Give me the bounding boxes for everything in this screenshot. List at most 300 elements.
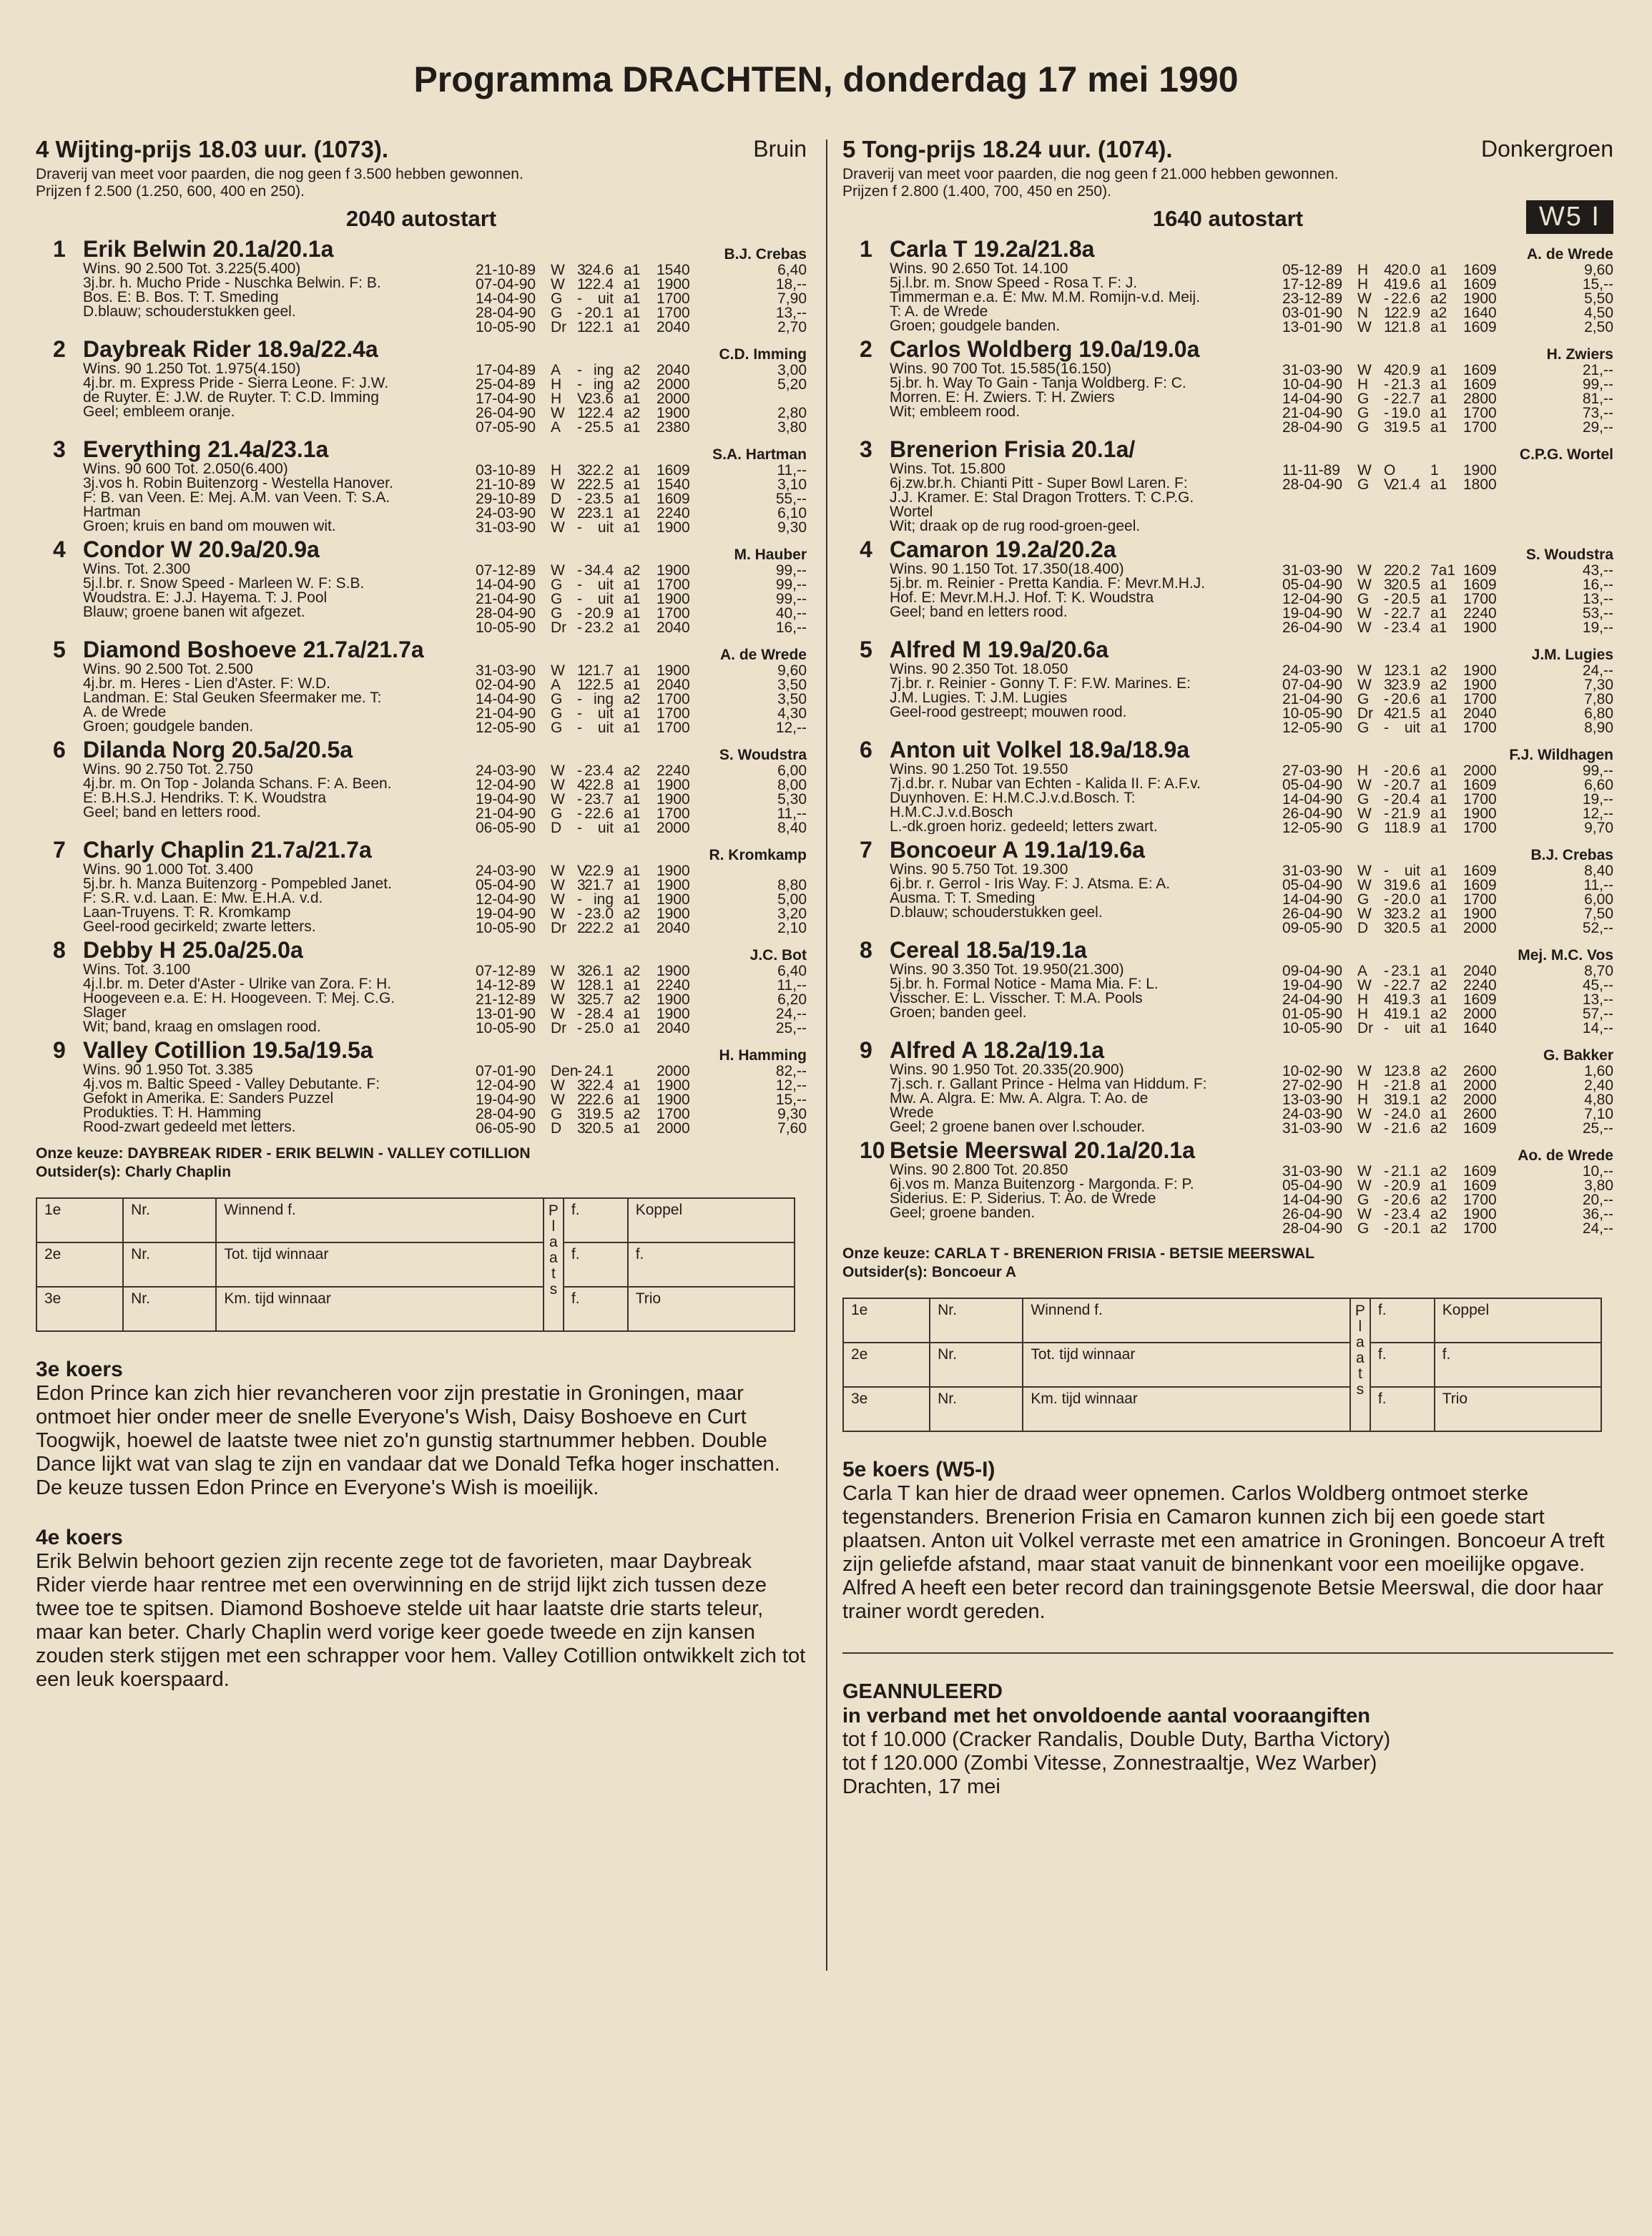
result-track: G	[551, 591, 563, 607]
comment-text: Erik Belwin behoort gezien zijn recente zege tot de favorieten, maar Daybreak Rider vierde haar rentree met een overwinning en de strijd lijkt zich tussen deze twee toe te spitsen. Diamond Boshoeve stelde uit haar laatste drie starts teleur, maar kan beter. Charly Chaplin werd vorige keer goede tweede en zijn kansen zouden sterk stijgen met een schrapper voor hem. Valley Cotillion ontwikkelt zich tot een leuk koerspaard.	[36, 1550, 806, 1691]
horse-number: 8	[53, 937, 66, 963]
result-place: -	[577, 891, 582, 908]
result-time: 23.2	[584, 619, 614, 636]
result-time: 22.2	[584, 462, 614, 479]
result-distance: 1609	[657, 491, 690, 507]
result-track: W	[551, 276, 565, 293]
result-time: 20.1	[584, 305, 614, 321]
result-distance: 2240	[1463, 977, 1497, 994]
horse-name: Daybreak Rider 18.9a/22.4a	[83, 336, 378, 362]
result-distance: 2000	[657, 1063, 690, 1079]
result-place: 3	[577, 877, 586, 893]
result-distance: 1900	[1463, 662, 1497, 679]
result-table	[36, 662, 807, 734]
result-place: -	[577, 290, 582, 307]
result-odds: 99,--	[775, 577, 807, 593]
result-date: 13-03-90	[1282, 1092, 1343, 1108]
result-class: a1	[1430, 1020, 1447, 1036]
result-class: a2	[1430, 1063, 1447, 1079]
result-distance: 1700	[657, 1106, 690, 1122]
cancel-line: tot f 10.000 (Cracker Randalis, Double Duty, Bartha Victory)	[842, 1728, 1391, 1751]
result-distance: 1609	[1463, 376, 1497, 393]
result-row	[842, 462, 1613, 479]
horse-header	[842, 837, 1613, 863]
horse-entry	[842, 637, 1613, 734]
result-track: W	[1357, 906, 1372, 922]
info-line: F: B. van Veen. E: Mej. A.M. van Veen. T: S.A.	[83, 491, 390, 505]
result-time: 22.1	[584, 319, 614, 335]
result-odds: 16,--	[775, 619, 807, 636]
result-date: 28-04-90	[1282, 419, 1343, 436]
result-date: 11-11-89	[1282, 462, 1340, 479]
result-date: 21-10-89	[476, 476, 536, 493]
horse-name: Diamond Boshoeve 21.7a/21.7a	[83, 637, 424, 662]
result-place: -	[1384, 977, 1389, 994]
info-line: Geel; embleem oranje.	[83, 405, 235, 419]
result-place: -	[1384, 691, 1389, 707]
result-date: 31-03-90	[1282, 863, 1343, 879]
race-4	[36, 136, 807, 1332]
result-row	[842, 720, 1613, 734]
result-date: 14-04-90	[1282, 791, 1343, 808]
result-odds: 11,--	[777, 462, 807, 479]
result-class: a1	[1430, 262, 1447, 278]
result-time: 22.9	[584, 863, 614, 879]
horse-name: Alfred M 19.9a/20.6a	[890, 637, 1108, 662]
result-time: 22.6	[584, 805, 614, 822]
result-date: 26-04-90	[1282, 1206, 1343, 1222]
info-line: Geel; groene banden.	[890, 1206, 1036, 1220]
result-track: G	[551, 305, 563, 321]
result-date: 19-04-90	[476, 1092, 536, 1108]
result-track: W	[551, 662, 565, 679]
result-row	[842, 805, 1613, 820]
result-class: a1	[1430, 605, 1447, 622]
info-line: Wins. 90 1.000 Tot. 3.400	[83, 863, 253, 877]
result-track: W	[1357, 1206, 1372, 1222]
horse-header	[842, 1037, 1613, 1063]
horse-body	[842, 763, 1613, 834]
result-class: a1	[624, 791, 641, 808]
result-date: 05-12-89	[1282, 262, 1343, 278]
result-row	[36, 977, 807, 994]
horse-entry	[36, 436, 807, 534]
race-header	[842, 136, 1613, 165]
horse-driver: R. Kromkamp	[709, 847, 807, 863]
result-place: 3	[1384, 419, 1392, 436]
result-distance: 2000	[657, 820, 690, 836]
result-date: 19-04-90	[1282, 977, 1343, 994]
result-odds: 99,--	[1582, 376, 1613, 393]
result-distance: 1609	[1463, 319, 1497, 335]
result-distance: 1609	[1463, 577, 1497, 593]
our-choice	[842, 1245, 1613, 1282]
result-odds: 73,--	[1582, 405, 1613, 421]
result-table	[36, 462, 807, 534]
result-odds: 13,--	[1582, 591, 1613, 607]
comment-text: Carla T kan hier de draad weer opnemen. Carlos Woldberg ontmoet sterke tegenstanders. Brenerion Frisia en Camaron kunnen zich bij een goede start plaatsen. Anton uit Volkel verraste met een amatrice in Groningen. Boncoeur A treft zijn geliefde afstand, maar staat vanuit de binnenkant voor een moeilijke opgave. Alfred A heeft een beter record dan trainingsgenote Betsie Meerswal, die door haar trainer wordt gereden.	[842, 1482, 1605, 1623]
our-choice	[36, 1144, 807, 1182]
result-odds: 11,--	[1583, 877, 1613, 893]
result-distance: 2040	[657, 677, 690, 693]
result-place: 1	[577, 677, 586, 693]
result-class: a2	[624, 963, 641, 979]
result-place: 4	[1384, 262, 1392, 278]
result-distance: 1900	[1463, 619, 1497, 636]
result-class: a1	[1430, 891, 1447, 908]
horse-name: Charly Chaplin 21.7a/21.7a	[83, 837, 372, 863]
result-track: W	[551, 777, 565, 793]
info-line: Landman. E: Stal Geuken Sfeermaker me. T:	[83, 691, 382, 705]
result-place: -	[1384, 720, 1389, 736]
result-place: -	[1384, 391, 1389, 407]
result-date: 14-04-90	[476, 577, 536, 593]
result-track: Dr	[551, 319, 567, 335]
result-place: -	[1384, 1163, 1389, 1180]
result-track: Den	[551, 1063, 579, 1079]
result-row	[36, 920, 807, 934]
result-class: a1	[1430, 362, 1447, 378]
result-track: Dr	[551, 920, 567, 936]
result-class: a2	[624, 405, 641, 421]
horse-number: 6	[860, 737, 872, 763]
result-table	[842, 763, 1613, 834]
horse-number: 2	[53, 336, 66, 362]
description-line: Prijzen f 2.800 (1.400, 700, 450 en 250).	[842, 183, 1111, 200]
result-distance: 2000	[657, 391, 690, 407]
result-table	[842, 562, 1613, 634]
result-place: -	[577, 605, 582, 622]
result-date: 31-03-90	[476, 662, 536, 679]
result-table	[36, 763, 807, 834]
result-place: 1	[577, 276, 586, 293]
result-row	[842, 1006, 1613, 1020]
result-odds: 9,30	[777, 1106, 807, 1122]
result-class: a1	[624, 1120, 641, 1137]
info-line: Hartman	[83, 505, 141, 519]
info-line: Wrede	[890, 1106, 934, 1120]
race-color: Bruin	[753, 136, 807, 162]
result-row	[36, 991, 807, 1006]
result-place: -	[577, 820, 582, 836]
result-distance: 1900	[657, 891, 690, 908]
result-row	[36, 290, 807, 305]
result-class: a2	[1430, 662, 1447, 679]
horse-header	[36, 1037, 807, 1063]
result-place: -	[1384, 1206, 1389, 1222]
result-row	[842, 1120, 1613, 1137]
result-track: G	[551, 720, 563, 736]
result-class: a1	[624, 891, 641, 908]
info-line: Wins. 90 2.650 Tot. 14.100	[890, 262, 1068, 276]
result-time: 25.7	[584, 991, 614, 1008]
result-table	[36, 262, 807, 333]
result-track: G	[551, 705, 563, 722]
result-time: 21.8	[1391, 1077, 1420, 1094]
result-time: 22.2	[584, 920, 614, 936]
result-place: 1	[1384, 820, 1392, 836]
result-time: 20.0	[1391, 891, 1420, 908]
label-cell: Tot. tijd winnaar	[1023, 1343, 1349, 1387]
horse-number: 8	[860, 937, 872, 963]
result-table	[842, 863, 1613, 934]
info-line: Wins. 90 3.350 Tot. 19.950(21.300)	[890, 963, 1124, 977]
result-class: a1	[624, 605, 641, 622]
result-odds: 16,--	[1582, 577, 1613, 593]
result-place: 3	[577, 1120, 586, 1137]
info-line: Wins. 90 2.750 Tot. 2.750	[83, 763, 253, 777]
result-place: -	[577, 906, 582, 922]
result-class: a1	[1430, 906, 1447, 922]
result-class: a1	[1430, 376, 1447, 393]
horse-body	[36, 963, 807, 1034]
outsider-line: Outsider(s): Charly Chaplin	[36, 1164, 232, 1180]
race-title: 4 Wijting-prijs 18.03 uur. (1073).	[36, 136, 389, 162]
result-track: Dr	[1357, 705, 1374, 722]
horse-body	[36, 662, 807, 734]
horse-header	[842, 236, 1613, 262]
horse-header	[842, 937, 1613, 963]
result-place: -	[577, 491, 582, 507]
info-line: Mw. A. Algra. E: Mw. A. Algra. T: Ao. de	[890, 1092, 1149, 1106]
result-time: 20.5	[1391, 920, 1420, 936]
info-line: Wins. Tot. 15.800	[890, 462, 1006, 476]
result-class: a1	[624, 290, 641, 307]
result-time: 34.4	[584, 562, 614, 579]
result-odds: 4,50	[1584, 305, 1613, 321]
result-place: 3	[1384, 920, 1392, 936]
result-distance: 1900	[657, 1077, 690, 1094]
race-5	[842, 136, 1613, 1432]
result-class: a1	[624, 677, 641, 693]
bet-cell: Koppel	[628, 1198, 795, 1242]
horse-number: 5	[53, 637, 66, 662]
result-row	[36, 519, 807, 534]
result-time: 23.4	[584, 763, 614, 779]
info-line: 5j.br. h. Way To Gain - Tanja Woldberg. F: C.	[890, 376, 1186, 391]
horse-header	[842, 336, 1613, 362]
result-place: -	[577, 805, 582, 822]
result-distance: 1640	[1463, 1020, 1497, 1036]
start-row	[842, 200, 1613, 233]
result-odds: 9,30	[777, 519, 807, 536]
horse-entry	[36, 236, 807, 333]
result-track: H	[1357, 1092, 1369, 1108]
result-date: 26-04-90	[476, 405, 536, 421]
result-track: H	[551, 376, 562, 393]
result-odds: 9,60	[1584, 262, 1613, 278]
result-track: H	[551, 462, 562, 479]
result-place: -	[1384, 791, 1389, 808]
result-place: -	[577, 720, 582, 736]
result-odds: 15,--	[1582, 276, 1613, 293]
result-distance: 1900	[657, 777, 690, 793]
result-place: 3	[577, 1106, 586, 1122]
result-distance: 2800	[1463, 391, 1497, 407]
result-date: 10-04-90	[1282, 376, 1343, 393]
result-date: 24-03-90	[476, 505, 536, 521]
result-track: W	[551, 1077, 565, 1094]
result-date: 07-12-89	[476, 562, 536, 579]
horse-driver: C.P.G. Wortel	[1519, 446, 1613, 463]
result-track: W	[551, 562, 565, 579]
result-place: -	[1384, 863, 1389, 879]
result-date: 24-03-90	[1282, 1106, 1343, 1122]
result-time: ing	[593, 891, 614, 908]
result-track: W	[551, 791, 565, 808]
result-time: 20.0	[1391, 262, 1420, 278]
result-entry-table	[842, 1298, 1602, 1432]
result-time: 23.4	[1391, 1206, 1420, 1222]
info-line: Geel-rood gestreept; mouwen rood.	[890, 705, 1127, 720]
result-row	[36, 319, 807, 333]
result-track: N	[1357, 305, 1369, 321]
horse-header	[842, 737, 1613, 763]
horse-entry	[36, 536, 807, 634]
result-odds: 7,60	[777, 1120, 807, 1137]
result-odds: 19,--	[1582, 791, 1613, 808]
result-track: H	[1357, 262, 1369, 278]
result-class: a1	[624, 519, 641, 536]
info-line: Wins. 90 2.800 Tot. 20.850	[890, 1163, 1068, 1177]
result-class: a1	[1430, 820, 1447, 836]
result-distance: 2000	[657, 376, 690, 393]
result-distance: 1700	[657, 305, 690, 321]
info-line: Wit; embleem rood.	[890, 405, 1021, 419]
result-date: 31-03-90	[476, 519, 536, 536]
result-odds: 7,50	[1584, 906, 1613, 922]
result-class: a1	[1430, 1106, 1447, 1122]
result-distance: 1540	[657, 476, 690, 493]
result-place: 1	[577, 319, 586, 335]
horse-body	[842, 362, 1613, 436]
result-date: 10-02-90	[1282, 1063, 1343, 1079]
result-class: a1	[1430, 863, 1447, 879]
result-date: 12-04-90	[1282, 591, 1343, 607]
result-track: W	[1357, 605, 1372, 622]
result-row	[36, 705, 807, 720]
bet-cell: f.	[1435, 1343, 1601, 1387]
info-line: 6j.br. r. Gerrol - Iris Way. F: J. Atsma. E: A.	[890, 877, 1171, 891]
result-row	[36, 963, 807, 977]
result-place: -	[1384, 891, 1389, 908]
horse-body	[842, 562, 1613, 634]
horse-number: 10	[860, 1137, 885, 1163]
result-track: H	[551, 391, 562, 407]
result-row	[842, 705, 1613, 720]
f-cell: f.	[564, 1242, 628, 1287]
result-row	[842, 891, 1613, 906]
result-track: W	[1357, 562, 1372, 579]
info-line: J.J. Kramer. E: Stal Dragon Trotters. T: C.P.G.	[890, 491, 1194, 505]
result-place: -	[1384, 1220, 1389, 1237]
result-distance: 1609	[1463, 877, 1497, 893]
horse-body	[36, 362, 807, 436]
result-date: 28-04-90	[1282, 476, 1343, 493]
result-time: 23.4	[1391, 619, 1420, 636]
result-row	[842, 362, 1613, 376]
result-odds: 3,50	[777, 691, 807, 707]
result-table	[842, 662, 1613, 734]
place-cell: 3e	[843, 1387, 930, 1431]
info-line: 7j.sch. r. Gallant Prince - Helma van Hiddum. F:	[890, 1077, 1207, 1092]
result-place: 2	[577, 920, 586, 936]
result-track: W	[551, 877, 565, 893]
result-place: -	[1384, 605, 1389, 622]
result-track: G	[1357, 419, 1370, 436]
horse-header	[842, 536, 1613, 562]
result-time: 24.1	[584, 1063, 614, 1079]
result-odds: 3,80	[1584, 1177, 1613, 1194]
info-line: 4j.br. m. Express Pride - Sierra Leone. F: J.W.	[83, 376, 389, 391]
result-class: a1	[624, 619, 641, 636]
result-time: 22.7	[1391, 391, 1420, 407]
result-table	[842, 262, 1613, 333]
result-track: W	[1357, 662, 1372, 679]
result-class: a1	[624, 276, 641, 293]
result-class: 1	[1430, 462, 1439, 479]
result-row	[36, 376, 807, 391]
result-row	[36, 777, 807, 791]
result-class: a2	[624, 763, 641, 779]
result-distance: 1609	[1463, 1163, 1497, 1180]
result-class: a1	[624, 920, 641, 936]
result-track: H	[1357, 991, 1369, 1008]
result-date: 28-04-90	[476, 305, 536, 321]
result-distance: 1900	[1463, 677, 1497, 693]
result-row	[842, 963, 1613, 977]
horse-header	[842, 1137, 1613, 1163]
result-place: -	[1384, 591, 1389, 607]
result-distance: 1700	[657, 605, 690, 622]
result-track: Dr	[1357, 1020, 1374, 1036]
result-track: A	[551, 677, 561, 693]
result-class: 7a1	[1430, 562, 1456, 579]
result-time: 22.8	[584, 777, 614, 793]
result-time: 22.7	[1391, 605, 1420, 622]
f-cell: f.	[1370, 1298, 1435, 1343]
result-row	[842, 1177, 1613, 1192]
horse-name: Alfred A 18.2a/19.1a	[890, 1037, 1105, 1063]
result-time: 23.1	[1391, 963, 1420, 979]
result-class: a2	[1430, 290, 1447, 307]
result-distance: 1700	[1463, 820, 1497, 836]
race-comment	[36, 1526, 807, 1692]
result-table	[842, 462, 1613, 491]
info-line: Woudstra. E: J.J. Hayema. T: J. Pool	[83, 591, 328, 605]
bet-cell: Trio	[1435, 1387, 1601, 1431]
result-class: a1	[624, 705, 641, 722]
result-time: 22.4	[584, 276, 614, 293]
result-time: 23.9	[1391, 677, 1420, 693]
result-row	[36, 276, 807, 293]
result-odds: 2,40	[1584, 1077, 1613, 1094]
result-date: 21-04-90	[476, 591, 536, 607]
result-odds: 53,--	[1582, 605, 1613, 622]
info-line: Geel; 2 groene banen over l.schouder.	[890, 1120, 1146, 1134]
result-track: G	[551, 691, 563, 707]
result-track: W	[1357, 977, 1372, 994]
horse-body	[36, 462, 807, 534]
result-track: W	[1357, 1063, 1372, 1079]
bet-cell: Koppel	[1435, 1298, 1601, 1343]
info-line: Wins. 90 2.350 Tot. 18.050	[890, 662, 1068, 677]
result-date: 29-10-89	[476, 491, 536, 507]
result-distance: 1700	[1463, 405, 1497, 421]
result-odds: 19,--	[1582, 619, 1613, 636]
result-time: 21.6	[1391, 1120, 1420, 1137]
result-class: a1	[1430, 1177, 1447, 1194]
